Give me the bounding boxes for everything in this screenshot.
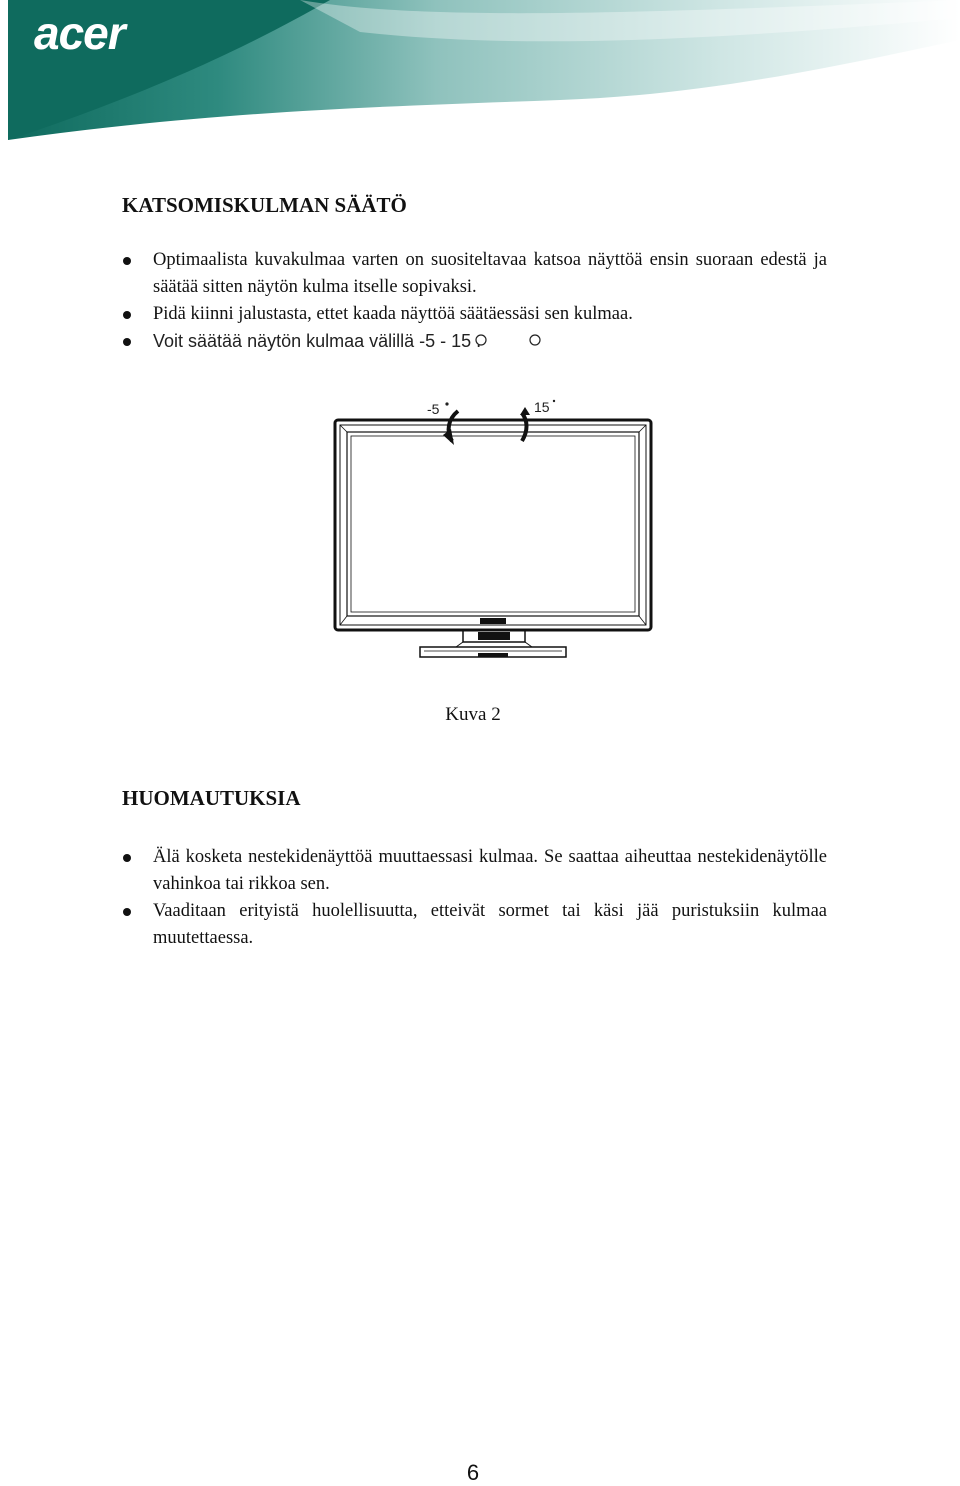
notes-list bbox=[122, 844, 827, 952]
degree-symbols bbox=[475, 333, 555, 349]
tilt-label-left: -5 bbox=[427, 401, 440, 417]
list-item: Älä kosketa nestekidenäyttöä muuttaessasi kulmaa. Se saattaa aiheuttaa nestekidenäytölle vahinkoa tai rikkoa sen. bbox=[122, 844, 827, 898]
acer-logo: acer bbox=[34, 7, 125, 59]
figure-caption: Kuva 2 bbox=[445, 704, 501, 725]
header-wave-graphic bbox=[0, 0, 960, 145]
list-item: Vaaditaan erityistä huolellisuutta, etteivät sormet tai käsi jää puristuksiin kulmaa muutettaessa. bbox=[122, 898, 827, 952]
header-banner bbox=[0, 0, 960, 145]
angle-range-text: Voit säätää näytön kulmaa välillä -5 - 15 . bbox=[153, 331, 482, 351]
monitor-illustration bbox=[330, 395, 660, 675]
list-item: Pidä kiinni jalustasta, ettet kaada näyttöä säätäessäsi sen kulmaa. bbox=[122, 301, 827, 328]
page-number: 6 bbox=[466, 1460, 480, 1485]
list-item: Optimaalista kuvakulmaa varten on suositeltavaa katsoa näyttöä ensin suoraan edestä ja säätää sitten näytön kulma itselle sopivaksi. bbox=[122, 247, 827, 301]
tilt-label-right: 15 bbox=[534, 399, 550, 415]
section-title-notes: HUOMAUTUKSIA bbox=[122, 786, 301, 810]
section-title-viewing-angle: KATSOMISKULMAN SÄÄTÖ bbox=[122, 193, 407, 217]
monitor-tilt-figure bbox=[330, 395, 660, 675]
